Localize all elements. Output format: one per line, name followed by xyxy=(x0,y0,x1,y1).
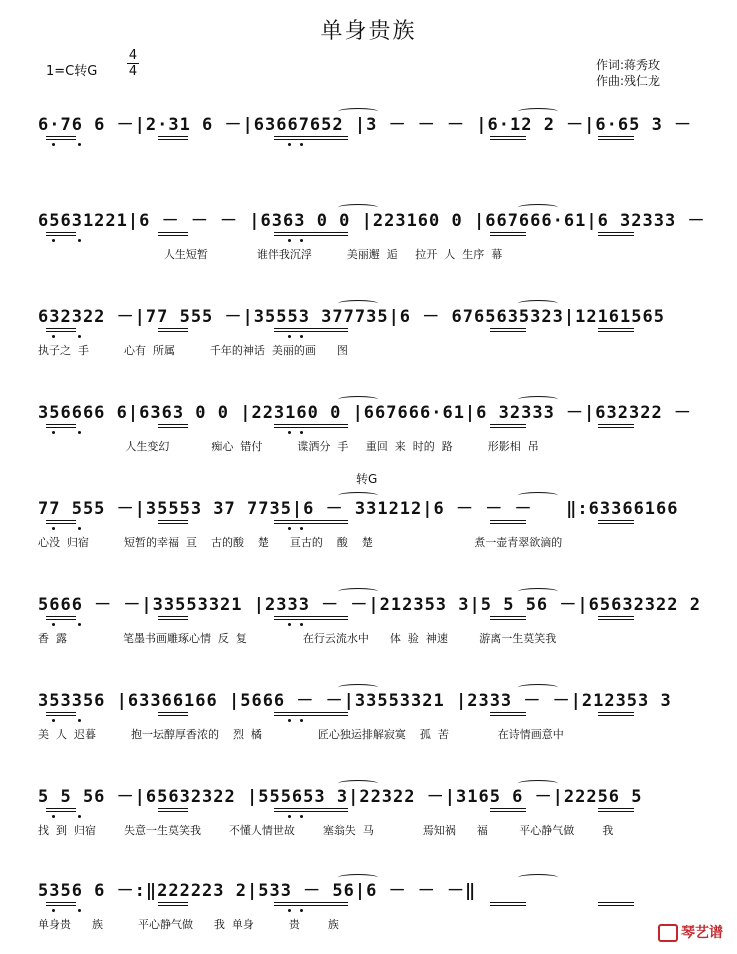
beam-line xyxy=(46,712,76,713)
beam-line xyxy=(46,235,76,236)
octave-dot xyxy=(300,239,303,242)
beam-line xyxy=(490,520,526,521)
beam-line xyxy=(598,616,634,617)
time-signature-top: 4 xyxy=(128,48,138,63)
beam-line xyxy=(274,427,348,428)
beam-line xyxy=(46,139,76,140)
beam-line xyxy=(46,331,76,332)
beam-line xyxy=(158,616,188,617)
tie-arc xyxy=(518,108,558,115)
beam-line xyxy=(598,427,634,428)
octave-dot xyxy=(78,623,81,626)
lyrics-line: 心没 归宿 短暂的幸福 亘 古的酸 楚 亘古的 酸 楚 煮一壶青翠欲滴的 xyxy=(38,536,563,549)
beam-line xyxy=(490,712,526,713)
tie-arc xyxy=(338,588,378,595)
beam-line xyxy=(274,136,348,137)
beam-line xyxy=(274,808,348,809)
beam-line xyxy=(158,523,188,524)
octave-dot xyxy=(52,719,55,722)
tie-arc xyxy=(338,396,378,403)
beam-line xyxy=(598,619,634,620)
octave-dot xyxy=(52,335,55,338)
tie-arc xyxy=(518,874,558,881)
beam-line xyxy=(158,715,188,716)
beam-line xyxy=(158,139,188,140)
beam-line xyxy=(490,328,526,329)
notation-line: 5356 6 －:‖222223 2|533 － 56|6 － － －‖ xyxy=(38,881,477,901)
tie-arc xyxy=(518,780,558,787)
beam-line xyxy=(158,811,188,812)
octave-dot xyxy=(288,431,291,434)
tie-arc xyxy=(338,492,378,499)
beam-line xyxy=(274,712,348,713)
beam-line xyxy=(274,328,348,329)
octave-dot xyxy=(52,909,55,912)
beam-line xyxy=(490,235,526,236)
lyrics-line: 单身贵 族 平心静气做 我 单身 贵 族 xyxy=(38,918,339,931)
beam-line xyxy=(46,427,76,428)
notation-line: 6·76 6 －|2·31 6 －|63667652 |3 － － － |6·12 2 －|6·65 3 － xyxy=(38,115,693,135)
beam-line xyxy=(598,331,634,332)
beam-line xyxy=(158,905,188,906)
notation-line: 77 555 －|35553 37 7735|6 － 331212|6 － － － ‖:63366166 xyxy=(38,499,679,519)
composer-credit: 作曲:残仁龙 xyxy=(596,74,661,88)
beam-line xyxy=(158,232,188,233)
beam-line xyxy=(158,619,188,620)
octave-dot xyxy=(300,815,303,818)
beam-line xyxy=(274,520,348,521)
octave-dot xyxy=(300,143,303,146)
octave-dot xyxy=(288,335,291,338)
beam-line xyxy=(490,424,526,425)
beam-line xyxy=(490,232,526,233)
beam-line xyxy=(274,619,348,620)
beam-line xyxy=(46,808,76,809)
notation-line: 65631221|6 － － － |6363 0 0 |223160 0 |667666·61|6 32333 － xyxy=(38,211,706,231)
beam-line xyxy=(490,715,526,716)
lyrics-line: 人生短暂 谁伴我沉浮 美丽邂 逅 拉开 人 生序 幕 xyxy=(38,248,503,261)
beam-line xyxy=(490,902,526,903)
octave-dot xyxy=(78,719,81,722)
beam-line xyxy=(158,328,188,329)
octave-dot xyxy=(300,719,303,722)
tie-arc xyxy=(338,780,378,787)
beam-line xyxy=(490,136,526,137)
beam-line xyxy=(46,520,76,521)
octave-dot xyxy=(300,623,303,626)
beam-line xyxy=(598,232,634,233)
beam-line xyxy=(274,905,348,906)
octave-dot xyxy=(300,335,303,338)
octave-dot xyxy=(78,335,81,338)
notation-line: 353356 |63366166 |5666 － －|33553321 |2333 － －|212353 3 xyxy=(38,691,672,711)
octave-dot xyxy=(288,623,291,626)
beam-line xyxy=(274,424,348,425)
beam-line xyxy=(598,715,634,716)
tie-arc xyxy=(518,300,558,307)
tie-arc xyxy=(338,300,378,307)
beam-line xyxy=(158,235,188,236)
octave-dot xyxy=(288,909,291,912)
beam-line xyxy=(158,902,188,903)
beam-line xyxy=(274,523,348,524)
beam-line xyxy=(158,808,188,809)
notation-line: 356666 6|6363 0 0 |223160 0 |667666·61|6 32333 －|632322 － xyxy=(38,403,692,423)
beam-line xyxy=(490,523,526,524)
tie-arc xyxy=(518,684,558,691)
beam-line xyxy=(46,523,76,524)
beam-line xyxy=(490,427,526,428)
tie-arc xyxy=(518,396,558,403)
beam-line xyxy=(46,616,76,617)
beam-line xyxy=(46,811,76,812)
octave-dot xyxy=(288,143,291,146)
beam-line xyxy=(598,905,634,906)
beam-line xyxy=(46,902,76,903)
key-signature: 1=C转G xyxy=(46,64,98,79)
octave-dot xyxy=(52,431,55,434)
modulation-mark: 转G xyxy=(356,472,378,486)
beam-line xyxy=(46,619,76,620)
octave-dot xyxy=(300,431,303,434)
octave-dot xyxy=(52,815,55,818)
octave-dot xyxy=(78,815,81,818)
beam-line xyxy=(598,811,634,812)
logo-icon xyxy=(658,924,678,942)
beam-line xyxy=(158,712,188,713)
beam-line xyxy=(46,715,76,716)
beam-line xyxy=(158,424,188,425)
tie-arc xyxy=(518,204,558,211)
beam-line xyxy=(46,328,76,329)
beam-line xyxy=(158,136,188,137)
lyrics-line: 执子之 手 心有 所属 千年的神话 美丽的画 图 xyxy=(38,344,348,357)
beam-line xyxy=(158,427,188,428)
notation-line: 632322 －|77 555 －|35553 377735|6 － 6765635323|12161565 xyxy=(38,307,665,327)
beam-line xyxy=(46,905,76,906)
notation-line: 5 5 56 －|65632322 |555653 3|22322 －|3165 6 －|22256 5 xyxy=(38,787,643,807)
beam-line xyxy=(598,235,634,236)
beam-line xyxy=(598,328,634,329)
octave-dot xyxy=(52,623,55,626)
beam-line xyxy=(598,424,634,425)
beam-line xyxy=(598,523,634,524)
time-signature-bottom: 4 xyxy=(128,64,138,79)
beam-line xyxy=(46,424,76,425)
octave-dot xyxy=(300,909,303,912)
beam-line xyxy=(46,232,76,233)
octave-dot xyxy=(78,527,81,530)
tie-arc xyxy=(338,874,378,881)
lyrics-line: 人生变幻 痴心 错付 谍洒分 手 重回 来 时的 路 形影相 吊 xyxy=(38,440,539,453)
tie-arc xyxy=(518,492,558,499)
time-signature xyxy=(124,48,142,79)
beam-line xyxy=(598,902,634,903)
beam-line xyxy=(490,616,526,617)
beam-line xyxy=(274,715,348,716)
beam-line xyxy=(158,520,188,521)
lyrics-line: 找 到 归宿 失意一生莫笑我 不懂人情世故 塞翁失 马 焉知祸 福 平心静气做 我 xyxy=(38,824,614,837)
octave-dot xyxy=(288,815,291,818)
tie-arc xyxy=(338,204,378,211)
octave-dot xyxy=(78,431,81,434)
octave-dot xyxy=(300,527,303,530)
octave-dot xyxy=(78,909,81,912)
beam-line xyxy=(274,139,348,140)
beam-line xyxy=(490,331,526,332)
beam-line xyxy=(490,811,526,812)
beam-line xyxy=(274,811,348,812)
beam-line xyxy=(598,139,634,140)
tie-arc xyxy=(518,588,558,595)
lyrics-line: 美 人 迟暮 抱一坛醇厚香浓的 烈 橘 匠心独运排解寂寞 孤 苦 在诗情画意中 xyxy=(38,728,564,741)
beam-line xyxy=(490,808,526,809)
octave-dot xyxy=(78,143,81,146)
lyricist-credit: 作词:蒋秀玫 xyxy=(596,58,661,72)
tie-arc xyxy=(338,108,378,115)
octave-dot xyxy=(288,239,291,242)
octave-dot xyxy=(288,719,291,722)
beam-line xyxy=(274,331,348,332)
song-title: 单身贵族 xyxy=(320,19,417,44)
beam-line xyxy=(490,139,526,140)
watermark-logo xyxy=(658,922,723,942)
octave-dot xyxy=(52,527,55,530)
octave-dot xyxy=(52,143,55,146)
beam-line xyxy=(598,808,634,809)
watermark-text: 琴艺谱 xyxy=(681,925,723,941)
beam-line xyxy=(46,136,76,137)
tie-arc xyxy=(338,684,378,691)
beam-line xyxy=(274,616,348,617)
beam-line xyxy=(598,136,634,137)
octave-dot xyxy=(52,239,55,242)
notation-line: 5666 － －|33553321 |2333 － －|212353 3|5 5 56 －|65632322 2 xyxy=(38,595,701,615)
beam-line xyxy=(274,902,348,903)
beam-line xyxy=(274,232,348,233)
octave-dot xyxy=(78,239,81,242)
beam-line xyxy=(490,905,526,906)
beam-line xyxy=(274,235,348,236)
beam-line xyxy=(490,619,526,620)
beam-line xyxy=(158,331,188,332)
beam-line xyxy=(598,712,634,713)
lyrics-line: 香 露 笔墨书画雕琢心情 反 复 在行云流水中 体 验 神速 游离一生莫笑我 xyxy=(38,632,557,645)
octave-dot xyxy=(288,527,291,530)
beam-line xyxy=(598,520,634,521)
